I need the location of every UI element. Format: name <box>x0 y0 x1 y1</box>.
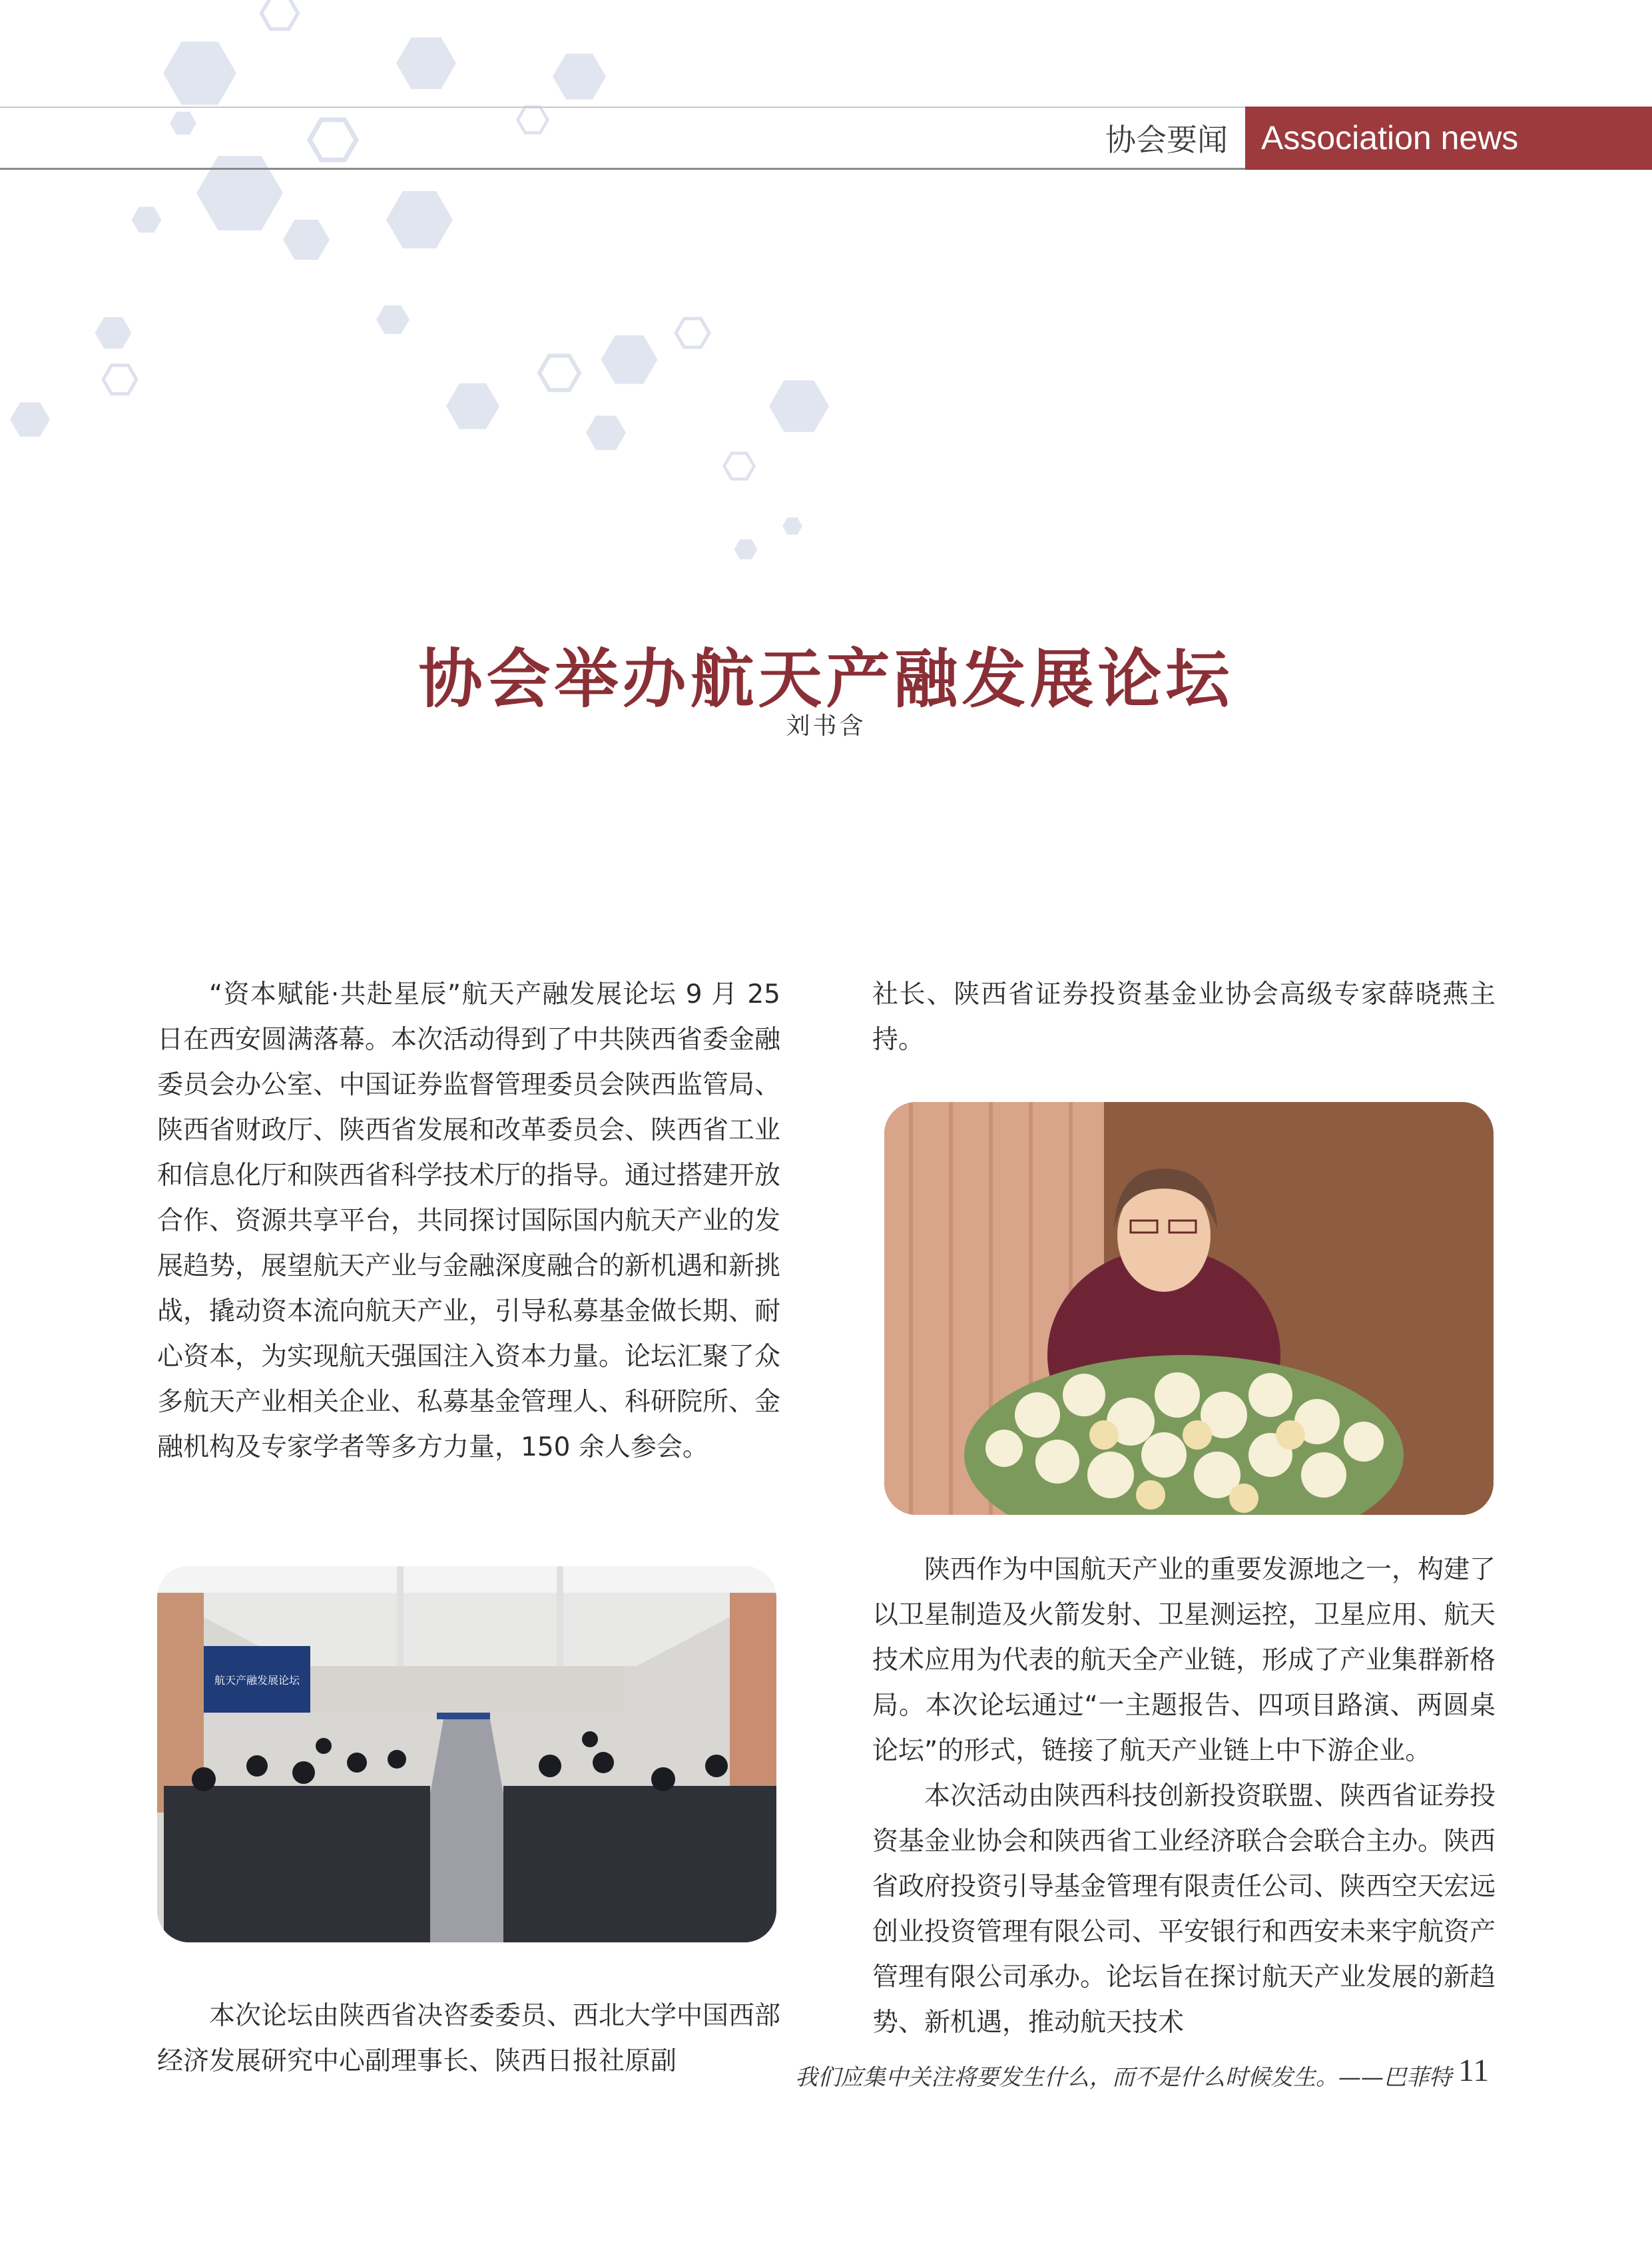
section-label-en: Association news <box>1245 107 1652 170</box>
article-author: 刘书含 <box>786 712 866 740</box>
paragraph-host-cont: 社长、陕西省证券投资基金业协会高级专家薛晓燕主持。 <box>872 980 1496 1055</box>
speaker-photo <box>884 1102 1494 1515</box>
paragraph-shaanxi-aerospace: 陕西作为中国航天产业的重要发源地之一，构建了以卫星制造及火箭发射、卫星测运控，卫星应用、航天技术应用为代表的航天全产业链，形成了产业集群新格局。本次论坛通过“一主题报告、四项目路演、两圆桌论坛”的形式，链接了航天产业链上中下游企业。 <box>872 1555 1496 1766</box>
left-column-bottom <box>157 1994 780 2084</box>
paragraph-organizers: 本次活动由陕西科技创新投资联盟、陕西省证券投资基金业协会和陕西省工业经济联合会联合主办。陕西省政府投资引导基金管理有限责任公司、陕西空天宏远创业投资管理有限公司、平安银行和西安未来宇航资产管理有限公司承办。论坛旨在探讨航天产业发展的新趋势、新机遇，推动航天技术 <box>872 1781 1496 2038</box>
footer-quote: 我们应集中关注将要发生什么，而不是什么时候发生。——巴菲特 <box>795 2064 1452 2091</box>
paragraph-host-start: 本次论坛由陕西省决咨委委员、西北大学中国西部经济发展研究中心副理事长、陕西日报社原副 <box>157 2001 781 2076</box>
page-number: 11 <box>1458 2053 1490 2088</box>
right-column-top <box>872 972 1496 1063</box>
section-label-cn: 协会要闻 <box>1105 122 1228 158</box>
right-column-bottom <box>872 1547 1496 2046</box>
article-title: 协会举办航天产融发展论坛 <box>418 641 1234 717</box>
hexagon-decoration <box>0 0 932 599</box>
header-top-rule <box>0 107 1245 108</box>
screen-text: 航天产融发展论坛 <box>214 1674 300 1687</box>
conference-hall-photo <box>157 1566 776 1942</box>
paragraph-intro: “资本赋能·共赴星辰”航天产融发展论坛 9 月 25 日在西安圆满落幕。本次活动得到了中共陕西省委金融委员会办公室、中国证券监督管理委员会陕西监管局、陕西省财政厅、陕西省发展和改革委员会、陕西省工业和信息化厅和陕西省科学技术厅的指导。通过搭建开放合作、资源共享平台，共同探讨国际国内航天产业的发展趋势，展望航天产业与金融深度融合的新机遇和新挑战，撬动资本流向航天产业，引导私募基金做长期、耐心资本，为实现航天强国注入资本力量。论坛汇聚了众多航天产业相关企业、私募基金管理人、科研院所、金融机构及专家学者等多方力量，150 余人参会。 <box>157 980 781 1462</box>
left-column-top <box>157 972 780 1470</box>
